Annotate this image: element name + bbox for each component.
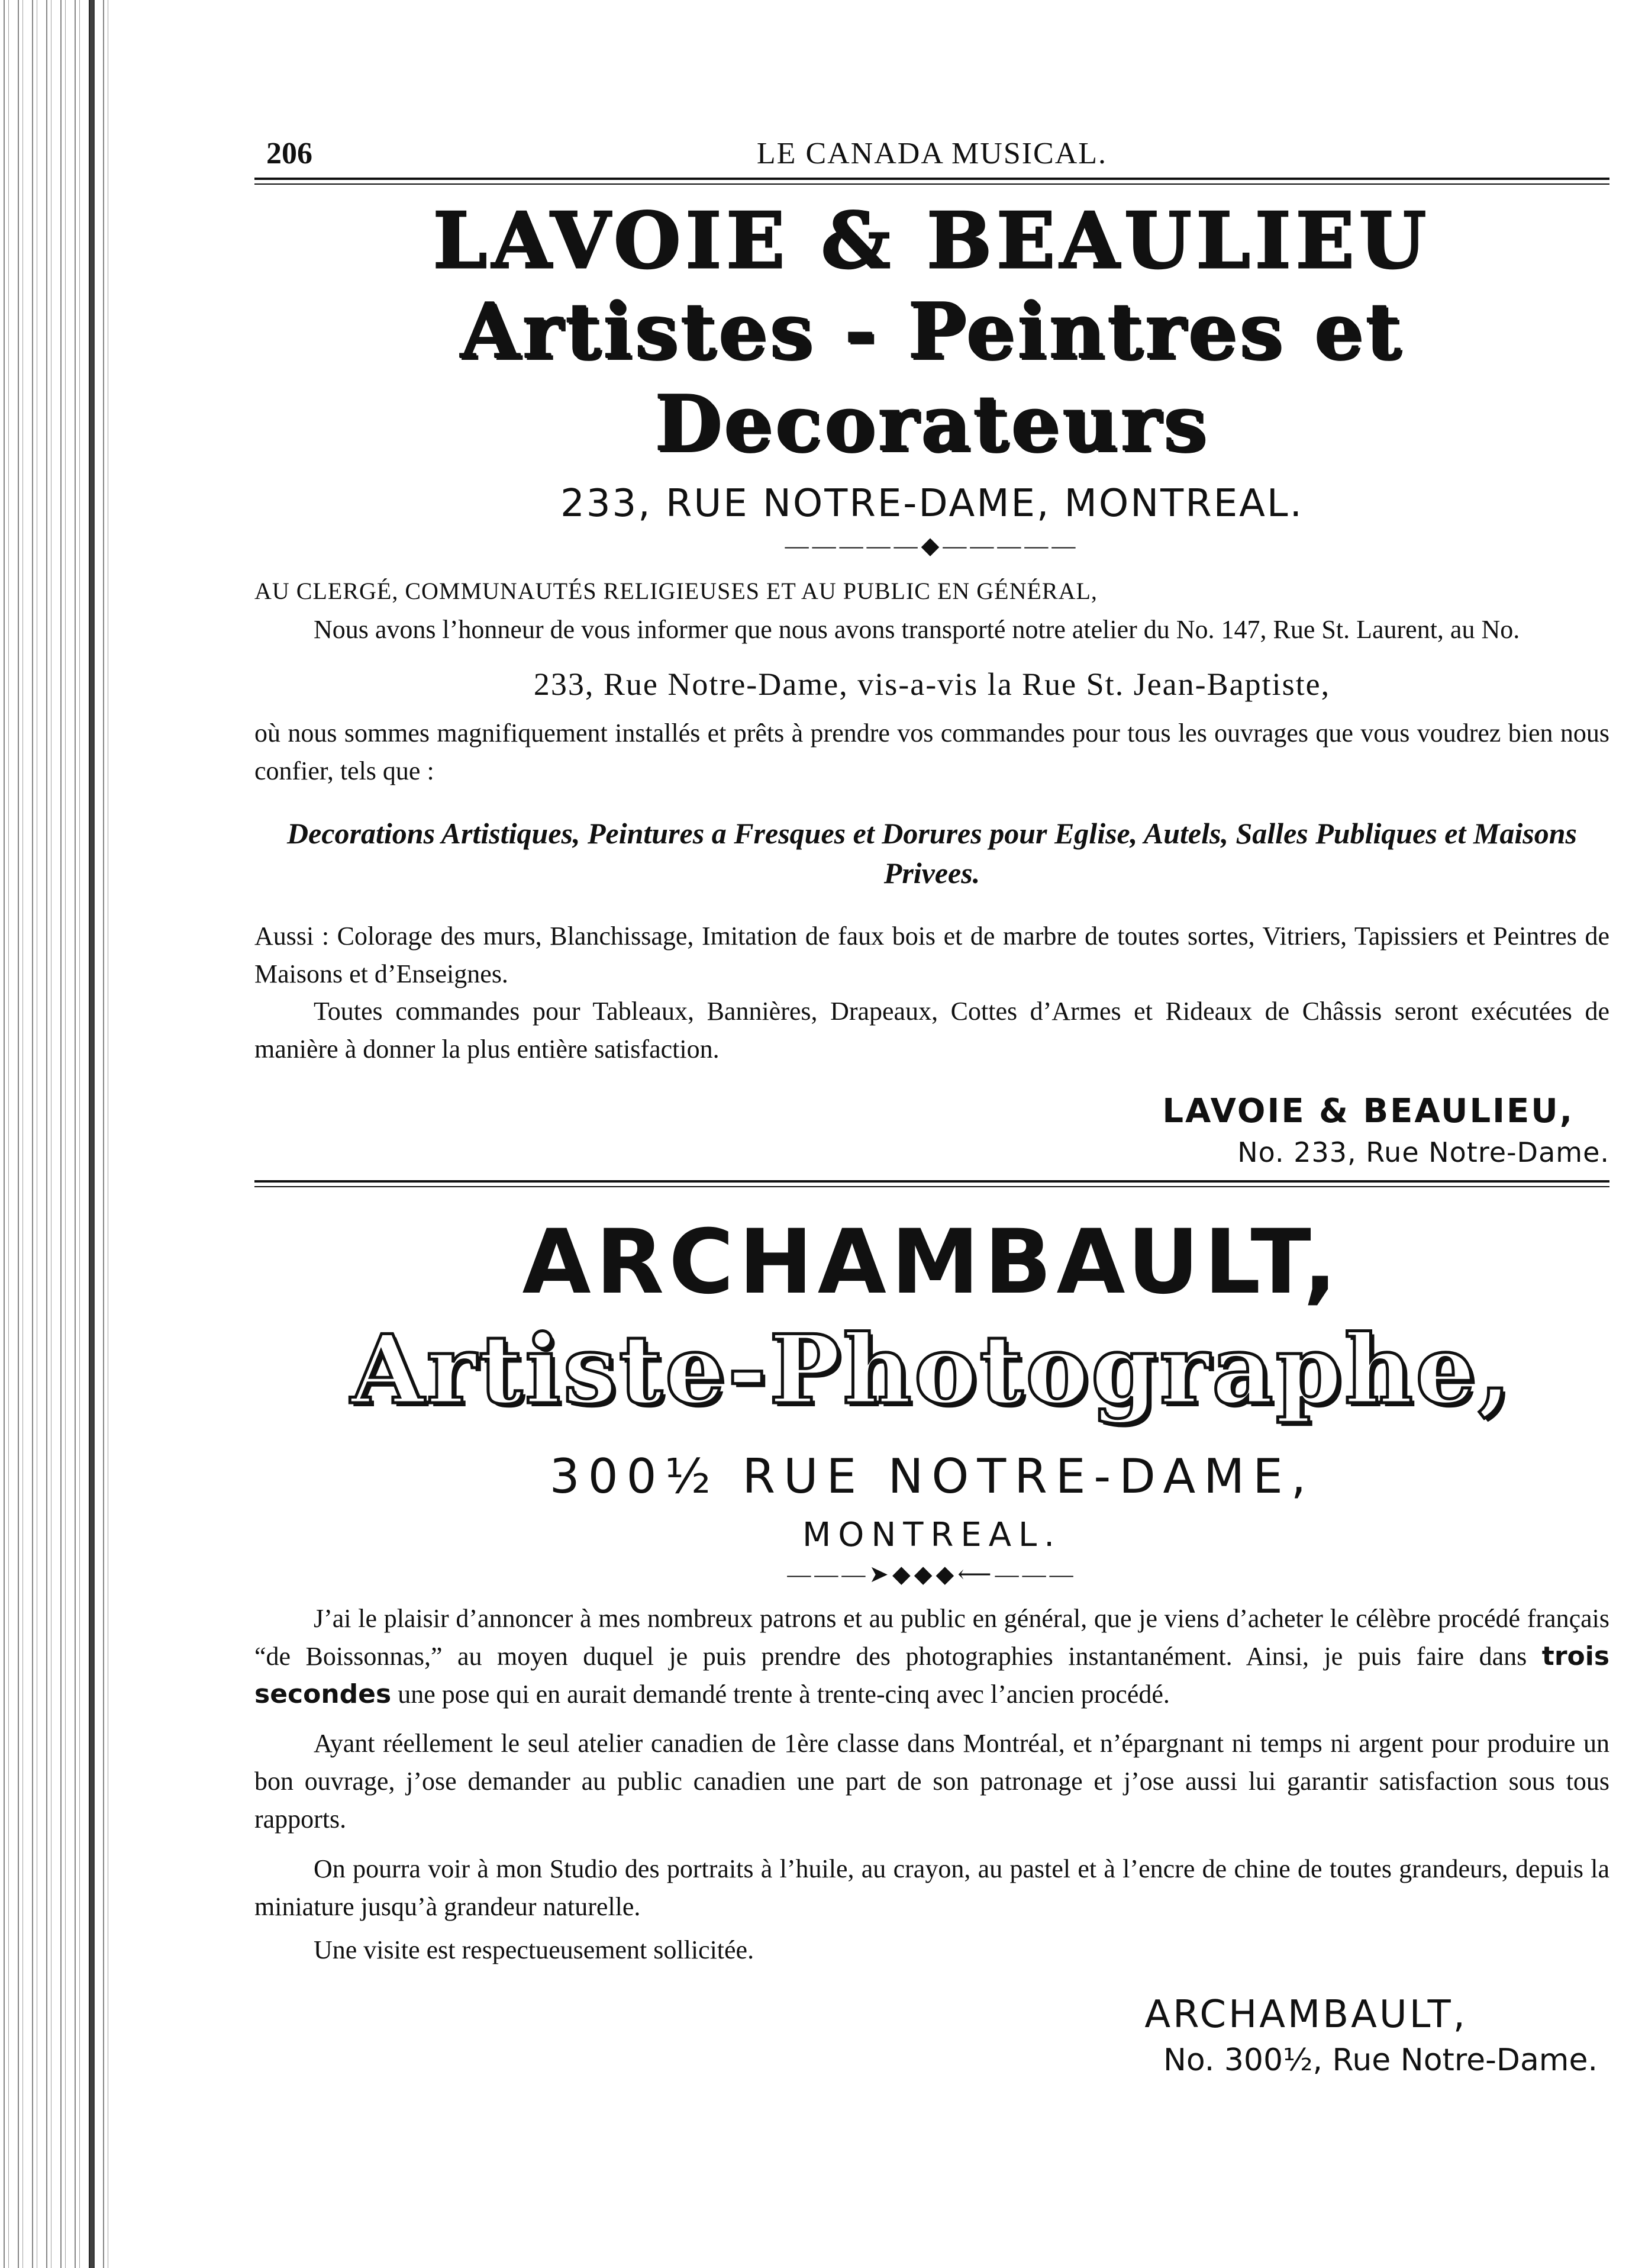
ad2-name: ARCHAMBAULT, [522,1211,1342,1315]
ad1-para2: où nous sommes magnifiquement installés et prêts à prendre vos commandes pour tous les ouvrages que vous voudrez bien nous confier, tels que : [254,719,1609,786]
ad1-signature-address: No. 233, Rue Notre-Dame. [1237,1136,1609,1169]
ad1-title: Artistes - Peintres et Decorateurs [460,285,1404,469]
ad2-para2: Ayant réellement le seul atelier canadien de 1ère classe dans Montréal, et n’épargnant ni temps ni argent pour produire un bon ouvrage, j’ose demander au public canadien une part de son patronage et j’ose aussi lui garantir satisfaction sous tous rapports. [254,1729,1609,1834]
ad2-para4: Une visite est respectueusement sollicitée. [314,1935,754,1965]
ad1-services: Decorations Artistiques, Peintures a Fresques et Dorures pour Eglise, Autels, Salles Publiques et Maisons Privees. [287,816,1577,890]
ad1-new-address: 233, Rue Notre-Dame, vis-a-vis la Rue St. Jean-Baptiste, [533,666,1331,703]
ad-lavoie-beaulieu [254,196,1609,1168]
ad2-para3: On pourra voir à mon Studio des portraits à l’huile, au crayon, au pastel et à l’encre de chine de toutes grandeurs, depuis la miniature jusqu’à grandeur naturelle. [254,1854,1609,1921]
ad2-title: Artiste-Photographe, [350,1314,1514,1426]
ad2-signature-address: No. 300½, Rue Notre-Dame. [1163,2043,1598,2079]
ad2-para1-bold: trois secondes [254,1641,1610,1709]
ad2-para1 [254,1600,1609,1713]
ornament-divider-2: ———➤◆◆◆⟵——— [787,1561,1077,1588]
running-head [254,124,1609,178]
header-rule [254,178,1609,185]
page [254,124,1609,2255]
ad-archambault [254,1211,1609,2078]
ad1-salutation: AU CLERGÉ, COMMUNAUTÉS RELIGIEUSES ET AU PUBLIC EN GÉNÉRAL, [254,577,1098,604]
ad1-signature: LAVOIE & BEAULIEU, [1162,1092,1574,1131]
ad-separator-rule [254,1180,1609,1187]
ad2-city: MONTREAL. [802,1516,1062,1555]
ad2-para1-end: une pose qui en aurait demandé trente à trente-cinq avec l’ancien procédé. [398,1679,1170,1709]
ad2-para1-start: J’ai le plaisir d’annoncer à mes nombreux patrons et au public en général, que je viens d’acheter le célèbre procédé français “de Boissonnas,” au moyen duquel je puis prendre des photographies instantanément. Ainsi, je puis faire dans [254,1604,1609,1671]
ad1-name: LAVOIE & BEAULIEU [433,195,1431,286]
ad1-para4: Toutes commandes pour Tableaux, Bannières, Drapeaux, Cottes d’Armes et Rideaux de Châssis seront exécutées de manière à donner la plus entière satisfaction. [254,997,1609,1064]
ad2-signature: ARCHAMBAULT, [1144,1993,1467,2037]
journal-title: LE CANADA MUSICAL. [756,137,1108,170]
page-number: 206 [266,137,312,170]
ornament-divider: —————◆————— [785,531,1079,559]
ad1-para3: Aussi : Colorage des murs, Blanchissage, Imitation de faux bois et de marbre de toutes sortes, Vitriers, Tapissiers et Peintres de Maisons et d’Enseignes. [254,921,1609,988]
binding-edge-line [89,0,95,2268]
ad1-para1: Nous avons l’honneur de vous informer que nous avons transporté notre atelier du No. 147, Rue St. Laurent, au No. [314,614,1520,644]
ad1-address: 233, RUE NOTRE-DAME, MONTREAL. [560,481,1304,526]
ad2-address: 300½ RUE NOTRE-DAME, [549,1449,1315,1505]
